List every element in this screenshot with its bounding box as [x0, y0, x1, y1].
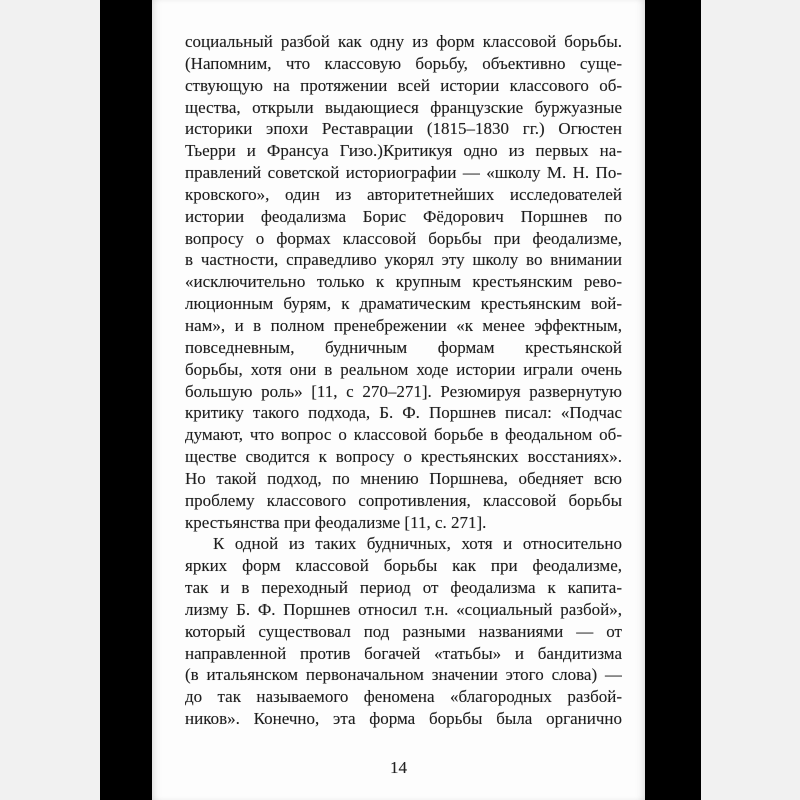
text-line: «исключительно только к крупным крестьянским рево- [185, 272, 622, 292]
text-line: кровского», один из авторитетнейших исследователей [185, 184, 622, 204]
text-line: ярких форм классовой борьбы как при феодализме, [185, 556, 622, 576]
text-line: люционным бурям, к драматическим крестьянским вой- [185, 294, 622, 314]
text-line: ществе сводится к вопросу о крестьянских восстаниях». [185, 447, 622, 467]
left-gray-margin [0, 0, 100, 800]
text-line: критику такого подхода, Б. Ф. Поршнев писал: «Подчас [185, 403, 622, 423]
right-page-edge-bar [645, 0, 701, 800]
text-line: Тьерри и Франсуа Гизо.)Критикуя одно из первых на- [185, 141, 622, 161]
right-gray-margin [701, 0, 800, 800]
text-line: борьбы, хотя они в реальном ходе истории играли очень [185, 359, 622, 379]
text-line: щества, открыли выдающиеся французские буржуазные [185, 97, 622, 117]
book-page [152, 0, 645, 800]
text-line: большую роль» [11, с 270–271]. Резюмируя развернутую [185, 381, 622, 401]
text-line: крестьянства при феодализме [11, с. 271]. [185, 512, 487, 532]
text-line: правлений советской историографии — «школу М. Н. По- [185, 163, 622, 183]
text-line: ников». Конечно, эта форма борьбы была органично [185, 709, 622, 729]
text-line: Но такой подход, по мнению Поршнева, обедняет всю [185, 468, 622, 488]
text-line: ствующую на протяжении всей истории классового об- [185, 75, 622, 95]
page-text-block [185, 31, 622, 730]
text-line: в частности, справедливо укорял эту школу во внимании [185, 250, 622, 270]
text-line: проблему классового сопротивления, классовой борьбы [185, 490, 622, 510]
text-line: направленной против богачей «татьбы» и бандитизма [185, 643, 622, 663]
page-number: 14 [390, 758, 407, 777]
text-line: К одной из таких будничных, хотя и относительно [213, 534, 622, 554]
text-line: который существовал под разными названиями — от [185, 621, 622, 641]
text-line: социальный разбой как одну из форм классовой борьбы. [185, 32, 622, 51]
text-line: историки эпохи Реставрации (1815–1830 гг.) Огюстен [185, 119, 622, 139]
text-line: лизму Б. Ф. Поршнев относил т.н. «социальный разбой», [185, 599, 622, 619]
text-line: нам», и в полном пренебрежении «к менее эффектным, [185, 315, 622, 335]
left-page-edge-bar [100, 0, 152, 800]
text-line: до так называемого феномена «благородных разбой- [185, 687, 622, 707]
text-line: повседневным, будничным формам крестьянской [185, 337, 622, 357]
text-line: истории феодализма Борис Фёдорович Поршнев по [185, 206, 622, 226]
text-line: думают, что вопрос о классовой борьбе в феодальном об- [185, 425, 622, 445]
text-line: (Напомним, что классовую борьбу, объективно суще- [185, 53, 622, 73]
text-line: вопросу о формах классовой борьбы при феодализме, [185, 228, 622, 248]
text-line: так и в переходный период от феодализма к капита- [185, 578, 622, 598]
text-line: (в итальянском первоначальном значении этого слова) — [185, 665, 622, 685]
